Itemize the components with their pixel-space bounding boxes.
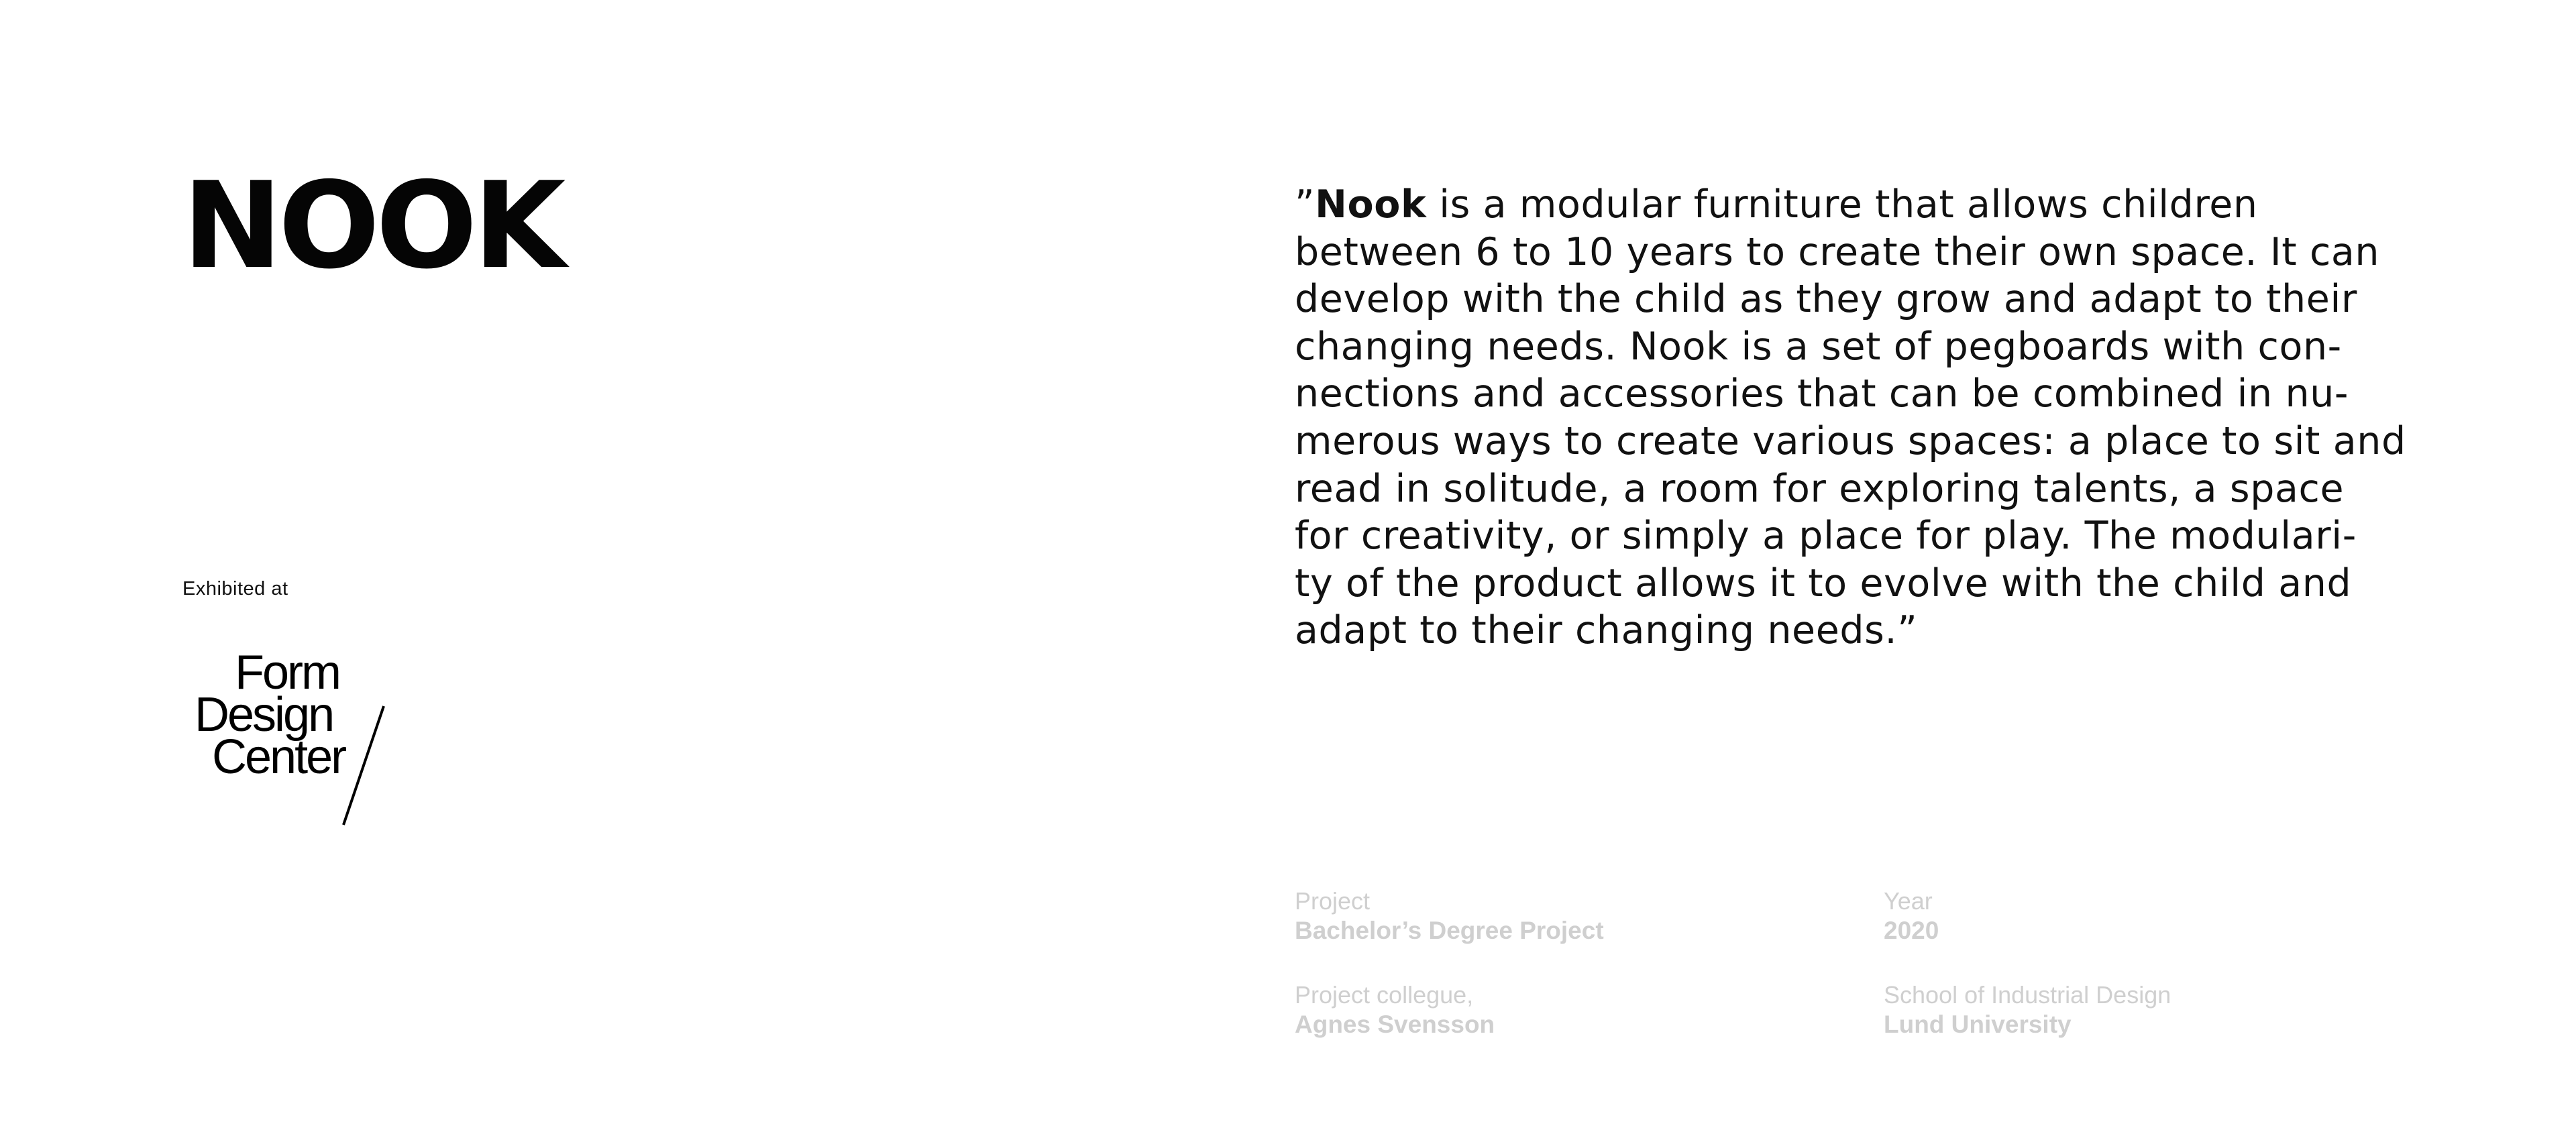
exhibited-label: Exhibited at	[182, 578, 288, 600]
quote-product-name: Nook	[1315, 182, 1427, 227]
logo-slash	[343, 706, 384, 825]
quote-line: develop with the child as they grow and adapt to their	[1295, 277, 2357, 322]
quote-line	[1295, 181, 2462, 229]
quote-open-mark: ”	[1295, 182, 1316, 227]
quote-line: read in solitude, a room for exploring talents, a space	[1295, 466, 2345, 511]
meta-project-label: Project	[1295, 887, 1371, 915]
quote-line: between 6 to 10 years to create their own space. It can	[1295, 229, 2380, 274]
form-design-center-logo	[188, 647, 402, 828]
project-description	[1295, 181, 2462, 654]
quote-line: ty of the product allows it to evolve with the child and	[1295, 561, 2352, 606]
quote-line: for creativity, or simply a place for play. The modulari-	[1295, 514, 2357, 559]
logo-line-center: Center	[212, 730, 345, 784]
meta-colleague-label: Project collegue,	[1295, 981, 1474, 1009]
quote-line: merous ways to create various spaces: a place to sit and	[1295, 418, 2406, 463]
project-title: NOOK	[182, 156, 562, 295]
quote-line: nections and accessories that can be combined in nu-	[1295, 372, 2349, 416]
quote-line-text: is a modular furniture that allows children	[1426, 182, 2258, 227]
logo-line-form: Form	[235, 647, 339, 699]
meta-year-label: Year	[1884, 887, 1933, 915]
quote-line: adapt to their changing needs.”	[1295, 608, 1918, 653]
meta-colleague-value: Agnes Svensson	[1295, 1011, 1495, 1038]
meta-year-value: 2020	[1884, 917, 1939, 944]
meta-school-label: School of Industrial Design	[1884, 981, 2171, 1009]
meta-school	[1884, 980, 2171, 1039]
quote-line: changing needs. Nook is a set of pegboards with con-	[1295, 324, 2342, 369]
logo-line-design: Design	[195, 688, 333, 742]
meta-year	[1884, 887, 1939, 946]
meta-school-value: Lund University	[1884, 1011, 2072, 1038]
meta-colleague	[1295, 980, 1495, 1039]
meta-project	[1295, 887, 1604, 946]
meta-project-value: Bachelor’s Degree Project	[1295, 917, 1604, 944]
